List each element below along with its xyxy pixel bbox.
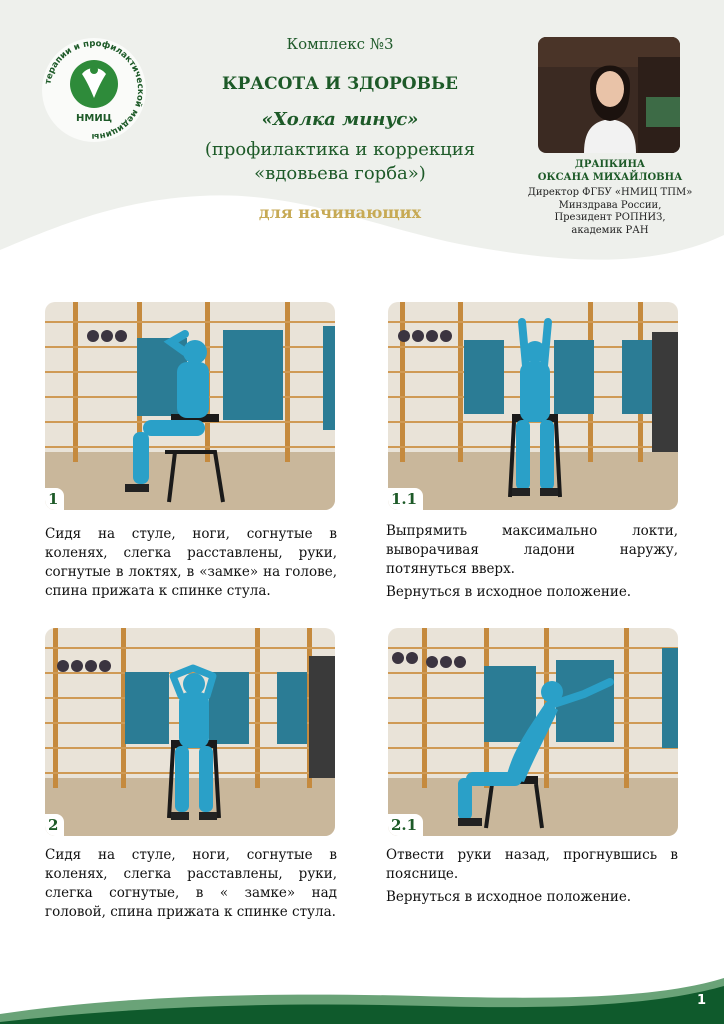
author-name xyxy=(520,158,700,184)
instruction-paragraph: Отвести руки назад, прогнувшись в пояснице. xyxy=(386,847,678,882)
difficulty-level: для начинающих xyxy=(258,203,422,222)
instruction-paragraph: Вернуться в исходное положение. xyxy=(386,889,632,905)
page-title: КРАСОТА И ЗДОРОВЬЕ xyxy=(222,74,458,94)
logo-ring-text: терапии и профилактической медицины xyxy=(43,38,146,142)
author-portrait xyxy=(538,37,680,153)
step-number-badge: 1.1 xyxy=(388,488,423,510)
author-role-line: Президент РОПНИЗ, xyxy=(554,212,666,223)
step-instruction-1-1 xyxy=(386,522,678,606)
step-instruction-2-1 xyxy=(386,846,678,911)
author-role-line: Минздрава России, xyxy=(558,199,662,211)
author-role-line: Директор ФГБУ «НМИЦ ТПМ» xyxy=(527,187,693,198)
exercise-photo-2 xyxy=(45,628,335,836)
exercise-photo-image xyxy=(388,628,678,836)
author-role-line: академик РАН xyxy=(571,224,649,236)
step-instruction-1 xyxy=(45,525,337,605)
complex-label: Комплекс №3 xyxy=(286,35,394,53)
description-line: «вдовьева горба») xyxy=(254,163,426,184)
instruction-paragraph: Вернуться в исходное положение. xyxy=(386,584,632,600)
step-number-badge: 2.1 xyxy=(388,814,423,836)
page-subtitle: «Холка минус» xyxy=(261,109,419,130)
nmic-logo xyxy=(38,34,150,146)
step-number-badge: 1 xyxy=(45,488,64,510)
program-description xyxy=(180,138,500,186)
description-line: (профилактика и коррекция xyxy=(204,139,476,160)
logo-center-text: НМИЦ xyxy=(76,113,112,124)
author-role xyxy=(520,187,700,237)
exercise-photo-1 xyxy=(45,302,335,510)
step-instruction-2 xyxy=(45,846,337,926)
instruction-paragraph: Сидя на стуле, ноги, согнутые в коленях, слегка расставлены, руки, слегка согнутые, в « замке» над головой, спина прижата к спинке стула. xyxy=(45,847,337,920)
exercise-photo-image xyxy=(45,302,335,510)
exercise-photo-image xyxy=(45,628,335,836)
page-number: 1 xyxy=(696,993,706,1008)
author-given-name: ОКСАНА МИХАЙЛОВНА xyxy=(537,172,683,183)
instruction-paragraph: Выпрямить максимально локти, выворачивая ладони наружу, потянуться вверх. xyxy=(386,523,678,577)
exercise-photo-image xyxy=(388,302,678,510)
step-number-badge: 2 xyxy=(45,814,64,836)
instruction-paragraph: Сидя на стуле, ноги, согнутые в коленях, слегка расставлены, руки, согнутые в локтях, в «замке» на голове, спина прижата к спинке стула. xyxy=(45,526,337,599)
author-surname: ДРАПКИНА xyxy=(574,159,646,170)
exercise-photo-2-1 xyxy=(388,628,678,836)
footer-band xyxy=(0,964,724,1024)
exercise-photo-1-1 xyxy=(388,302,678,510)
